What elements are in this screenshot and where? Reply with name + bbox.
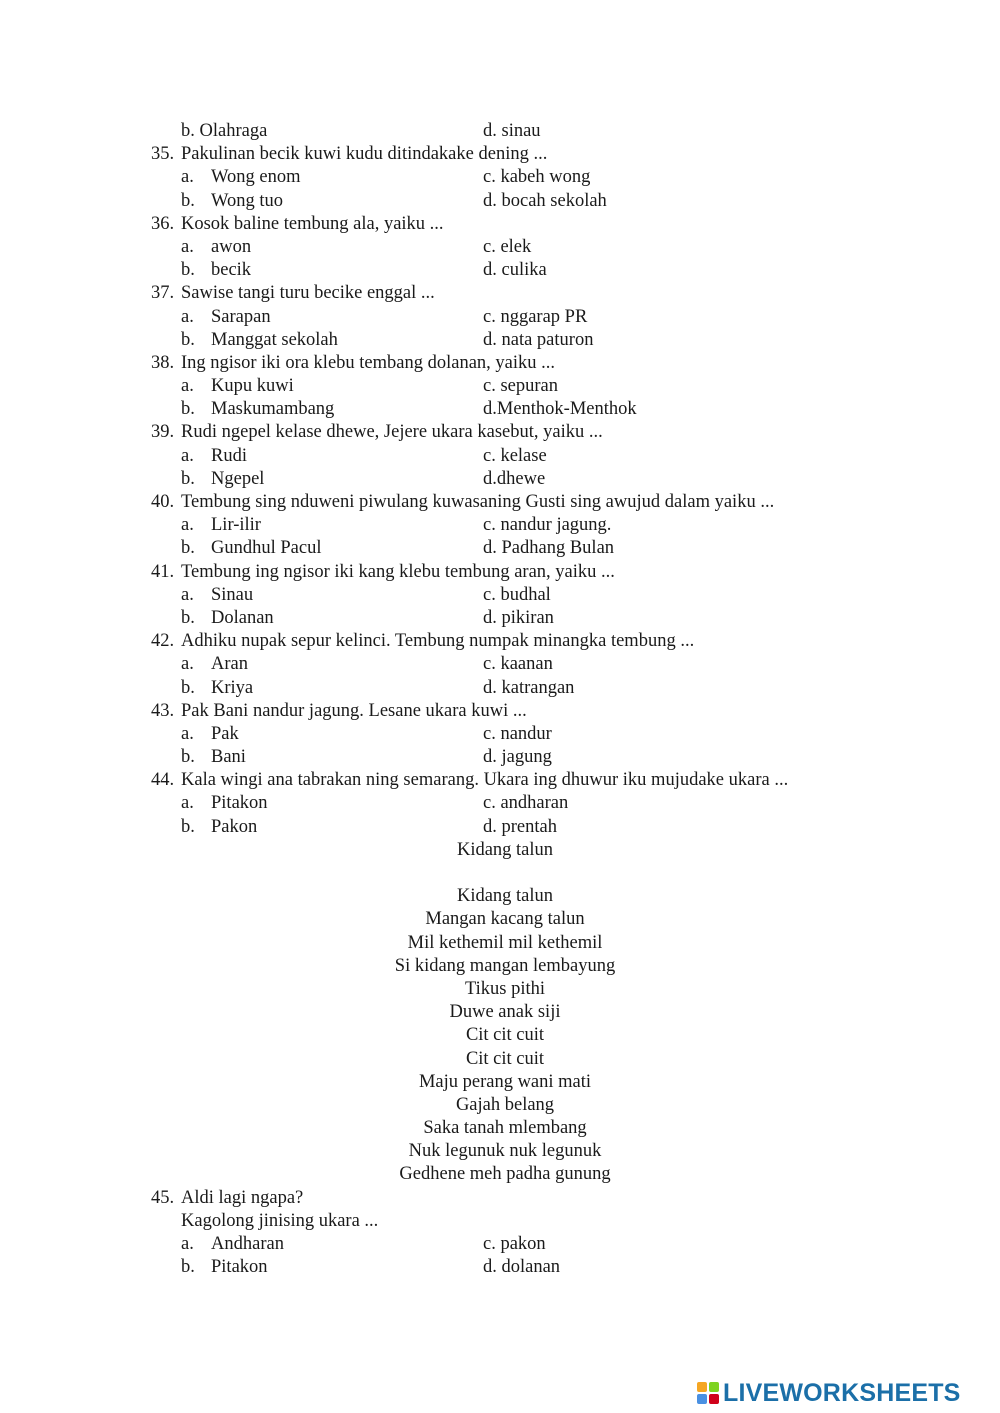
- question-text: Pakulinan becik kuwi kudu ditindakake dening ...: [181, 144, 548, 165]
- option-d: d. jagung: [483, 747, 552, 768]
- option-label-b: b.: [181, 399, 195, 420]
- option-row: [0, 816, 1000, 839]
- option-a: Pak: [211, 723, 239, 744]
- option-label-a: a.: [181, 793, 194, 814]
- question-row: [0, 1187, 1000, 1210]
- option-c: c. andharan: [483, 793, 569, 814]
- option-c: c. kabeh wong: [483, 167, 591, 188]
- option-row: [0, 329, 1000, 352]
- option-label-a: a.: [181, 306, 194, 327]
- option-b: Gundhul Pacul: [211, 538, 322, 559]
- option-row: [0, 398, 1000, 421]
- option-row: [0, 723, 1000, 746]
- option-row: [0, 166, 1000, 189]
- option-b: Pakon: [211, 816, 258, 837]
- question-number: 41.: [151, 561, 175, 582]
- poem-line: Si kidang mangan lembayung: [394, 955, 616, 976]
- question-row: [0, 561, 1000, 584]
- poem-title: Kidang talun: [456, 839, 554, 860]
- option-row: [0, 1256, 1000, 1279]
- option-d: d.dhewe: [483, 468, 546, 489]
- question-block: [0, 143, 1000, 213]
- question-text: Pak Bani nandur jagung. Lesane ukara kuwi ...: [181, 700, 527, 721]
- option-b: Ngepel: [211, 468, 265, 489]
- question-row: [0, 700, 1000, 723]
- option-row: [0, 746, 1000, 769]
- option-label-a: a.: [181, 236, 194, 257]
- option-a: Wong enom: [211, 167, 301, 188]
- option-a: Kupu kuwi: [211, 376, 294, 397]
- option-d: d. pikiran: [483, 607, 554, 628]
- question-text: Sawise tangi turu becike enggal ...: [181, 283, 435, 304]
- option-label-a: a.: [181, 167, 194, 188]
- question-row: [0, 352, 1000, 375]
- option-b-continuation: b. Olahraga: [181, 121, 268, 141]
- option-label-a: a.: [181, 584, 194, 605]
- option-b: Maskumambang: [211, 399, 335, 420]
- poem-line: Mil kethemil mil kethemil: [407, 932, 603, 953]
- logo-mark-icon: [697, 1382, 719, 1404]
- poem-section: [0, 839, 1000, 1187]
- option-a: Rudi: [211, 445, 247, 466]
- logo-text: LIVEWORKSHEETS: [723, 1378, 961, 1407]
- option-label-a: a.: [181, 445, 194, 466]
- question-text: Kosok baline tembung ala, yaiku ...: [181, 213, 444, 234]
- option-a: Pitakon: [211, 793, 268, 814]
- option-d: d. katrangan: [483, 677, 575, 698]
- question-block: [0, 491, 1000, 561]
- poem-line: Saka tanah mlembang: [423, 1118, 587, 1139]
- question-block: [0, 700, 1000, 770]
- option-row: [0, 792, 1000, 815]
- poem-line: Cit cit cuit: [465, 1025, 545, 1046]
- question-text: Aldi lagi ngapa?: [181, 1187, 304, 1208]
- option-b: Bani: [211, 747, 246, 768]
- question-text: Rudi ngepel kelase dhewe, Jejere ukara kasebut, yaiku ...: [181, 422, 603, 443]
- option-b: Wong tuo: [211, 190, 283, 211]
- option-label-b: b.: [181, 607, 195, 628]
- option-d: d. Padhang Bulan: [483, 538, 615, 559]
- option-row: [0, 537, 1000, 560]
- question-row: [0, 213, 1000, 236]
- option-c: c. nggarap PR: [483, 306, 588, 327]
- option-row: [0, 445, 1000, 468]
- poem-line: Maju perang wani mati: [418, 1071, 592, 1092]
- option-row: [0, 514, 1000, 537]
- option-label-a: a.: [181, 723, 194, 744]
- question-number: 38.: [151, 352, 175, 373]
- option-c: c. nandur: [483, 723, 552, 744]
- poem-line: Nuk legunuk nuk legunuk: [408, 1141, 602, 1162]
- logo-square: [709, 1394, 719, 1404]
- option-d-continuation: d. sinau: [483, 121, 541, 141]
- question-block: [0, 213, 1000, 283]
- question-number: 37.: [151, 283, 175, 304]
- question-row: [0, 143, 1000, 166]
- option-c: c. kaanan: [483, 654, 553, 675]
- option-d: d.Menthok-Menthok: [483, 399, 637, 420]
- option-a: Sarapan: [211, 306, 271, 327]
- logo-square: [709, 1382, 719, 1392]
- question-number: 43.: [151, 700, 175, 721]
- option-a: Lir-ilir: [211, 515, 261, 536]
- question-block: [0, 282, 1000, 352]
- liveworksheets-logo[interactable]: [697, 1380, 961, 1406]
- option-a: Aran: [211, 654, 248, 675]
- option-row: [0, 1233, 1000, 1256]
- option-row: [0, 468, 1000, 491]
- question-text: Kala wingi ana tabrakan ning semarang. Ukara ing dhuwur iku mujudake ukara ...: [181, 770, 789, 791]
- question-block: [0, 630, 1000, 700]
- option-d: d. culika: [483, 260, 547, 281]
- option-row: [0, 375, 1000, 398]
- poem-lines: [0, 885, 1000, 1186]
- option-d: d. nata paturon: [483, 329, 594, 350]
- option-label-a: a.: [181, 1234, 194, 1254]
- option-label-b: b.: [181, 677, 195, 698]
- option-label-b: b.: [181, 260, 195, 281]
- option-row: [0, 259, 1000, 282]
- poem-line: Duwe anak siji: [449, 1002, 561, 1023]
- question-number: 45.: [151, 1187, 175, 1208]
- option-d: d. bocah sekolah: [483, 190, 607, 211]
- question-block: [0, 352, 1000, 422]
- question-row: [0, 421, 1000, 444]
- question-number: 39.: [151, 422, 175, 443]
- poem-line: Cit cit cuit: [465, 1048, 545, 1069]
- logo-square: [697, 1382, 707, 1392]
- option-row: [0, 584, 1000, 607]
- option-b: Dolanan: [211, 607, 274, 628]
- question-number: 36.: [151, 213, 175, 234]
- option-label-b: b.: [181, 538, 195, 559]
- question-block: [0, 769, 1000, 839]
- option-label-b: b.: [181, 747, 195, 768]
- question-number: 42.: [151, 631, 175, 652]
- question-text: Ing ngisor iki ora klebu tembang dolanan, yaiku ...: [181, 352, 556, 373]
- question-number: 35.: [151, 144, 175, 165]
- question-subtext: Kagolong jinising ukara ...: [181, 1210, 379, 1231]
- option-d: d. prentah: [483, 816, 557, 837]
- poem-line: Tikus pithi: [464, 978, 546, 999]
- question-text: Adhiku nupak sepur kelinci. Tembung numpak minangka tembung ...: [181, 631, 695, 652]
- question-list: [0, 143, 1000, 839]
- option-c: c. pakon: [483, 1234, 546, 1254]
- option-row-continuation: [0, 120, 1000, 143]
- option-label-a: a.: [181, 515, 194, 536]
- question-block-45: [0, 1187, 1000, 1280]
- logo-square: [697, 1394, 707, 1404]
- option-b: becik: [211, 260, 252, 281]
- option-a: awon: [211, 236, 252, 257]
- question-block: [0, 421, 1000, 491]
- option-label-b: b.: [181, 1257, 195, 1278]
- option-a: Sinau: [211, 584, 254, 605]
- option-row: [0, 607, 1000, 630]
- option-label-b: b.: [181, 329, 195, 350]
- question-row: [0, 769, 1000, 792]
- question-number: 40.: [151, 492, 175, 512]
- option-c: c. kelase: [483, 445, 547, 466]
- question-text: Tembung sing nduweni piwulang kuwasaning Gusti sing awujud dalam yaiku ...: [181, 492, 775, 512]
- question-block: [0, 561, 1000, 631]
- option-row: [0, 653, 1000, 676]
- poem-line: Gedhene meh padha gunung: [399, 1164, 611, 1185]
- poem-line: Gajah belang: [455, 1094, 555, 1115]
- option-c: c. budhal: [483, 584, 551, 605]
- option-c: c. elek: [483, 236, 532, 257]
- option-c: c. nandur jagung.: [483, 515, 612, 536]
- option-row: [0, 306, 1000, 329]
- option-label-a: a.: [181, 654, 194, 675]
- option-label-b: b.: [181, 190, 195, 211]
- option-b: Manggat sekolah: [211, 329, 338, 350]
- question-text: Tembung ing ngisor iki kang klebu tembung aran, yaiku ...: [181, 561, 615, 582]
- question-row: [0, 282, 1000, 305]
- option-a: Andharan: [211, 1234, 284, 1254]
- option-c: c. sepuran: [483, 376, 558, 397]
- question-row: [0, 630, 1000, 653]
- option-label-b: b.: [181, 816, 195, 837]
- option-label-b: b.: [181, 468, 195, 489]
- option-row: [0, 677, 1000, 700]
- worksheet-page: [0, 120, 1000, 1279]
- question-row: [0, 491, 1000, 514]
- option-row: [0, 190, 1000, 213]
- poem-line: Mangan kacang talun: [425, 909, 585, 930]
- question-number: 44.: [151, 770, 175, 791]
- option-b: Kriya: [211, 677, 254, 698]
- poem-line: Kidang talun: [456, 886, 554, 907]
- option-d: d. dolanan: [483, 1257, 561, 1278]
- option-b: Pitakon: [211, 1257, 268, 1278]
- option-row: [0, 236, 1000, 259]
- option-label-a: a.: [181, 376, 194, 397]
